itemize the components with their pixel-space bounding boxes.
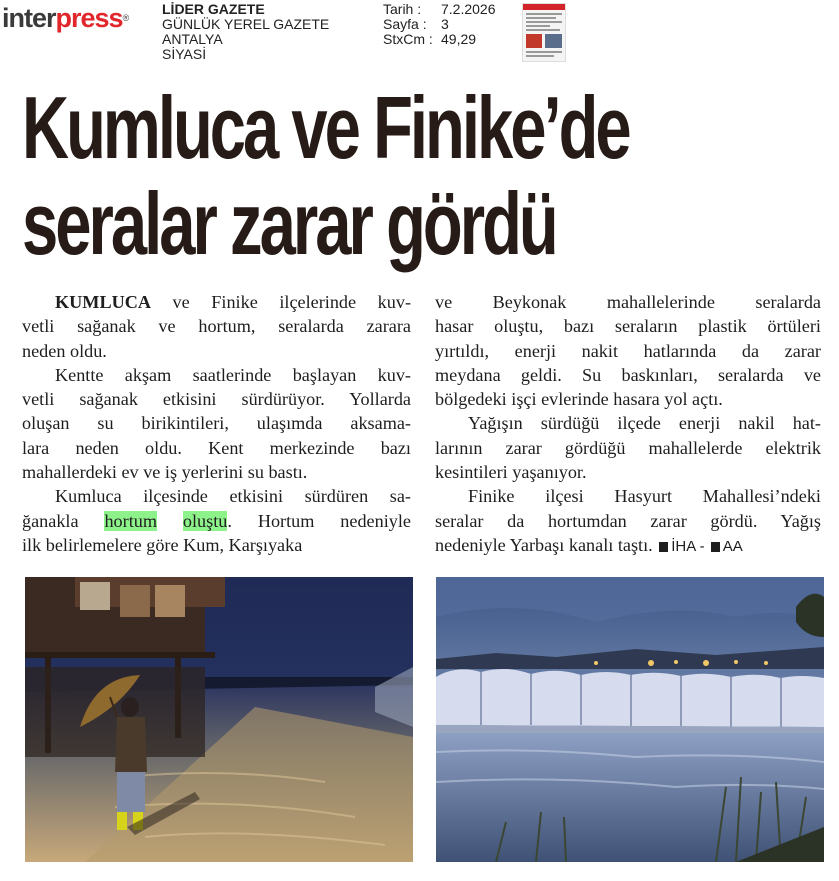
source-square-icon [711, 542, 720, 552]
source-aa: AA [722, 537, 743, 555]
col2-line-4: meydana geldi. Su baskınları, seralarda ve [435, 364, 821, 385]
publication-city: ANTALYA [162, 31, 223, 47]
article-column-1 [22, 290, 411, 557]
photo-flooded-greenhouses [436, 577, 824, 862]
source-square-icon [659, 542, 668, 552]
publication-name: LİDER GAZETE [162, 1, 265, 17]
publication-category: SİYASİ [162, 46, 207, 62]
stxcm-label: StxCm : [383, 31, 433, 47]
paragraph-1-line-3: neden oldu. [22, 340, 107, 361]
paragraph-2-line-1: Kentte akşam saatlerinde başlayan kuv- [55, 364, 411, 385]
dateline: KUMLUCA [55, 292, 151, 312]
clipping-meta [383, 2, 496, 47]
article-headline [22, 78, 629, 273]
paragraph-1-line-1: KUMLUCA ve Finike ilçelerinde kuv- [55, 292, 411, 312]
headline-line-1: Kumluca ve Finike’de [22, 78, 629, 177]
paragraph-3-line-2: ğanakla hortum oluştu. Hortum nedeniyle [22, 510, 411, 531]
page-label: Sayfa : [383, 16, 427, 32]
paragraph-3-line-3: ilk belirlemelere göre Kum, Karşıyaka [22, 534, 303, 555]
search-highlight: oluştu [182, 510, 228, 531]
col2-line-1: ve Beykonak mahallelerinde seralarda [435, 292, 821, 312]
date-row [383, 2, 496, 17]
paragraph-2-line-5: mahallerdeki ev ve iş yerlerini su bastı. [22, 462, 308, 483]
col2-line-3: yırtıldı, enerji nakit hatlarında da zarar [435, 340, 821, 361]
date-value: 7.2.2026 [441, 1, 496, 17]
col2-paragraph-2-line-3: kesintileri yaşanıyor. [435, 462, 587, 483]
col2-line-2: hasar oluştu, bazı seraların plastik örtüleri [435, 316, 821, 337]
photo-flooded-street [25, 577, 413, 862]
page-thumbnail[interactable] [522, 3, 566, 62]
source-iha: İHA [671, 537, 696, 555]
interpress-logo: interpress® [2, 3, 129, 33]
search-highlight: hortum [104, 510, 157, 531]
paragraph-2-line-2: vetli sağanak etkisini sürdürüyor. Yollarda [22, 389, 411, 410]
paragraph-3-line-1: Kumluca ilçesinde etkisini sürdüren sa- [55, 486, 411, 507]
col2-line-5: bölgedeki işçi evlerinde hasara yol açtı. [435, 389, 723, 410]
publication-info [162, 2, 329, 62]
col2-paragraph-2-line-1: Yağışın sürdüğü ilçede enerji nakil hat- [468, 413, 821, 434]
headline-line-2: seralar zarar gördü [22, 174, 556, 273]
page-row [383, 17, 496, 32]
date-label: Tarih : [383, 1, 422, 17]
paragraph-2-line-3: oluşan su birikintileri, ulaşımda aksama- [22, 413, 411, 434]
paragraph-1-line-2: vetli sağanak ve hortum, seralarda zarara [22, 316, 411, 337]
col2-paragraph-3-line-3: nedeniyle Yarbaşı kanalı taştı. İHA - AA [435, 534, 743, 555]
stxcm-row [383, 32, 496, 47]
col2-paragraph-3-line-1: Finike ilçesi Hasyurt Mahallesi’ndeki [468, 486, 821, 507]
article-column-2 [435, 290, 821, 559]
page-value: 3 [441, 16, 449, 32]
paragraph-2-line-4: lara neden oldu. Kent merkezinde bazı [22, 437, 411, 458]
stxcm-value: 49,29 [441, 31, 477, 47]
col2-paragraph-3-line-2: seralar da hortumdan zarar gördü. Yağış [435, 510, 821, 531]
publication-type: GÜNLÜK YEREL GAZETE [162, 16, 330, 32]
col2-paragraph-2-line-2: larının zarar gördüğü mahallelerde elektrik [435, 437, 821, 458]
